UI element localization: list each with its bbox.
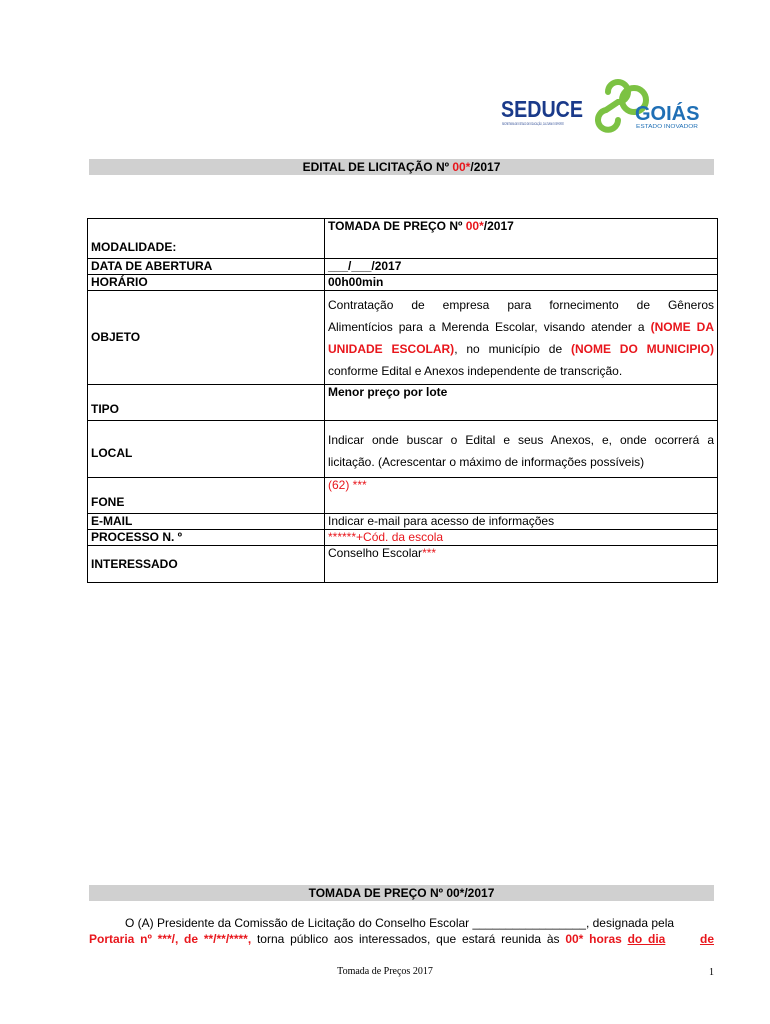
label-objeto: OBJETO: [88, 291, 325, 385]
intro-paragraph: [89, 915, 714, 947]
edital-info-table: [87, 218, 718, 583]
value-tipo: Menor preço por lote: [325, 385, 718, 421]
objeto-line-3c: (NOME DO MUNICIPIO): [570, 342, 714, 356]
goias-logo: [598, 74, 702, 130]
modalidade-suffix: /2017: [483, 219, 514, 233]
page-number: 1: [709, 967, 714, 978]
label-modalidade: MODALIDADE:: [88, 219, 325, 259]
value-horario: 00h00min: [325, 275, 718, 291]
modalidade-prefix: TOMADA DE PREÇO Nº: [328, 219, 466, 233]
portaria-ref: Portaria nº ***/, de **/**/****,: [89, 932, 252, 946]
modalidade-number: 00*: [465, 219, 484, 233]
goias-logo-name: GOIÁS: [635, 103, 700, 125]
objeto-line-3a: UNIDADE ESCOLAR): [328, 342, 455, 356]
section-title: TOMADA DE PREÇO Nº 00*/2017: [89, 885, 714, 901]
value-email: Indicar e-mail para acesso de informações: [325, 514, 718, 530]
seduce-logo-name: SEDUCE: [501, 96, 583, 122]
value-processo: ******+Cód. da escola: [325, 530, 718, 546]
meeting-de: de: [699, 932, 714, 946]
objeto-line-2: [328, 316, 714, 338]
row-tipo: [88, 385, 718, 421]
row-local: [88, 421, 718, 478]
label-email: E-MAIL: [88, 514, 325, 530]
label-interessado: INTERESSADO: [88, 546, 325, 583]
paragraph-text-a: torna público aos interessados, que estará reunida às: [251, 932, 566, 946]
interessado-value: Conselho Escolar: [328, 546, 423, 560]
objeto-line-2a: Alimentícios para a Merenda Escolar, visando atender a: [328, 320, 651, 334]
local-line-2: licitação. (Acrescentar o máximo de informações possíveis): [328, 455, 645, 469]
objeto-line-1: Contratação de empresa para fornecimento de Gêneros: [328, 298, 714, 312]
edital-title-prefix: EDITAL DE LICITAÇÃO Nº: [302, 160, 453, 174]
edital-title-number: 00*: [452, 160, 471, 174]
value-interessado: [325, 546, 718, 583]
value-fone: (62) ***: [325, 478, 718, 514]
meeting-day: do dia: [627, 932, 666, 946]
row-email: [88, 514, 718, 530]
meeting-time: 00* horas: [565, 932, 622, 946]
footer-title: Tomada de Preços 2017: [337, 966, 433, 977]
label-local: LOCAL: [88, 421, 325, 478]
label-horario: HORÁRIO: [88, 275, 325, 291]
local-line-1: Indicar onde buscar o Edital e seus Anexos, e, onde ocorrerá a: [328, 433, 714, 447]
row-fone: [88, 478, 718, 514]
label-processo: PROCESSO N. º: [88, 530, 325, 546]
label-data-abertura: DATA DE ABERTURA: [88, 259, 325, 275]
row-data-abertura: [88, 259, 718, 275]
value-data-abertura: ___/___/2017: [325, 259, 718, 275]
row-interessado: [88, 546, 718, 583]
row-horario: [88, 275, 718, 291]
objeto-line-3b: , no município de: [454, 342, 571, 356]
seduce-logo: [500, 95, 611, 133]
label-tipo: TIPO: [88, 385, 325, 421]
interessado-mark: ***: [422, 546, 437, 560]
value-local: [325, 421, 718, 478]
objeto-line-4: conforme Edital e Anexos independente de transcrição.: [328, 364, 623, 378]
row-processo: [88, 530, 718, 546]
row-modalidade: [88, 219, 718, 259]
paragraph-line-1: O (A) Presidente da Comissão de Licitação do Conselho Escolar _________________, designada pela: [125, 916, 675, 930]
goias-logo-tagline: ESTADO INOVADOR: [636, 124, 699, 130]
paragraph-line-2: [89, 931, 714, 947]
objeto-line-2b: (NOME DA: [650, 320, 714, 334]
label-fone: FONE: [88, 478, 325, 514]
edital-title: [89, 159, 714, 175]
edital-title-suffix: /2017: [470, 160, 501, 174]
seduce-logo-subtitle: SECRETARIA DE ESTADO DE EDUCAÇÃO, CULTURA E ESPORTE: [502, 122, 611, 126]
row-objeto: [88, 291, 718, 385]
objeto-line-3: [328, 338, 714, 360]
value-objeto: [325, 291, 718, 385]
value-modalidade: [325, 219, 718, 259]
